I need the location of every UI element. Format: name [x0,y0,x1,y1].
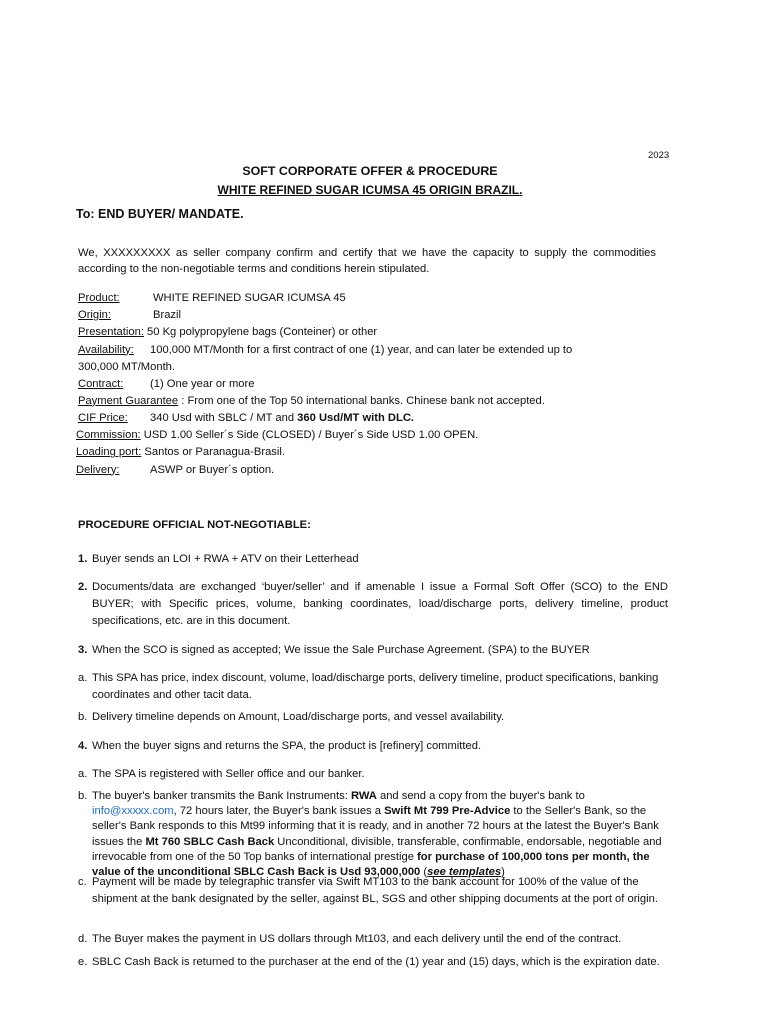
step-text: Documents/data are exchanged ‘buyer/seller’ and if amenable I issue a Formal Soft Offer (SCO) to the END BUYER; with Specific prices, volume, banking coordinates, load/discharge ports, delivery timeline, product specifications, etc. are in this document. [92,581,668,627]
email-link[interactable]: info@xxxxx.com [92,805,174,818]
term-value: WHITE REFINED SUGAR ICUMSA 45 [153,292,346,304]
procedure-step-4e [78,954,668,971]
step-text: SBLC Cash Back is returned to the purchaser at the end of the (1) year and (15) days, which is the expiration date. [92,956,660,968]
procedure-step-4d [78,931,668,948]
term-label: Origin: [78,309,111,322]
step-text: Buyer sends an LOI + RWA + ATV on their Letterhead [92,553,359,565]
term-value: (1) One year or more [150,377,255,390]
procedure-step-4a [78,766,668,783]
procedure-step-3 [78,642,668,659]
step-text [92,789,670,880]
term-loading-port [76,444,688,461]
templates-link[interactable]: see templates [427,866,502,879]
step-marker: b. [78,711,88,723]
step-text-part: , 72 hours later, the Buyer's bank issues a [173,805,385,818]
swift-term: Swift Mt 799 Pre-Advice [384,805,511,818]
procedure-step-3a [78,670,668,704]
step-text-part: ( [420,866,428,879]
term-value-bold: 360 Usd/MT with DLC. [297,411,415,424]
term-value: USD 1.00 Seller´s Side (CLOSED) / Buyer´s Side USD 1.00 OPEN. [143,429,479,442]
offer-terms [78,290,688,479]
term-origin [78,307,688,324]
procedure-step-4 [78,738,668,755]
step-text: Payment will be made by telegraphic transfer via Swift MT103 to the bank account for 100% of the value of the shipment at the bank designated by the seller, against BL, SGS and other shipping documents at the port of origin. [92,876,658,905]
procedure-heading: PROCEDURE OFFICIAL NOT-NEGOTIABLE: [78,519,311,531]
procedure-step-1 [78,551,668,568]
term-label: Loading port: [76,446,142,459]
step-marker: 4. [78,740,88,752]
term-value: ASWP or Buyer´s option. [150,463,275,476]
term-value: 100,000 MT/Month for a first contract of one (1) year, and can later be extended up to 300,000 MT/Month. [78,343,573,373]
term-availability [78,342,608,376]
term-value: 340 Usd with SBLC / MT and [150,411,298,424]
term-label: Delivery: [76,463,120,476]
step-text-part: to the Seller's Bank, so the seller's Bank responds to this Mt99 informing that it is ready, and in another 72 hours at the latest the Buyer's Bank issues the [92,805,659,848]
term-commission [76,427,688,444]
mt760-term: Mt 760 SBLC Cash Back [145,835,275,848]
step-text-part: ) [501,866,505,879]
step-marker: e. [78,956,88,968]
term-contract [78,376,688,393]
step-text-part: The buyer's banker transmits the Bank Instruments: [92,790,351,802]
term-value: Brazil [153,309,181,322]
term-value: 50 Kg polypropylene bags (Conteiner) or other [147,326,378,339]
term-presentation [78,324,688,341]
term-label: Payment Guarantee [78,394,179,407]
step-marker: d. [78,933,88,945]
document-subtitle: WHITE REFINED SUGAR ICUMSA 45 ORIGIN BRAZIL. [217,183,523,197]
step-text: This SPA has price, index discount, volume, load/discharge ports, delivery timeline, product specifications, banking coordinates and other tacit data. [92,672,659,701]
step-marker: a. [78,672,88,684]
step-marker: a. [78,768,88,780]
step-marker: c. [78,876,87,888]
term-label: Contract: [78,377,124,390]
procedure-step-2 [78,579,668,630]
term-cif-price [78,410,688,427]
intro-paragraph: We, XXXXXXXXX as seller company confirm and certify that we have the capacity to supply the commodities according to the non-negotiable terms and conditions herein stipulated. [78,247,656,275]
step-text: Delivery timeline depends on Amount, Load/discharge ports, and vessel availability. [92,711,505,723]
step-text: When the buyer signs and returns the SPA, the product is [refinery] committed. [92,740,482,752]
term-label: CIF Price: [78,411,128,424]
term-payment-guarantee [78,393,688,410]
term-value: Santos or Paranagua-Brasil. [144,446,285,459]
step-text-part: and send a copy from the buyer's bank to [376,790,585,802]
term-label: Availability: [78,343,134,356]
step-text: The SPA is registered with Seller office and our banker. [92,768,365,780]
step-text: The Buyer makes the payment in US dollars through Mt103, and each delivery until the end of the contract. [92,933,622,945]
rwa-term: RWA [350,790,377,802]
term-label: Product: [78,292,120,304]
step-text-part: Unconditional, divisible, transferable, confirmable, endorsable, negotiable and irrevocable from one of the 50 Top banks of international prestige [92,835,662,863]
document-title: SOFT CORPORATE OFFER & PROCEDURE [242,164,498,178]
procedure-step-4c [78,874,668,908]
term-delivery [76,462,688,479]
procedure-step-3b [78,709,668,726]
term-label: Commission: [76,429,141,442]
step-marker: 2. [78,581,88,593]
purchase-value-text: for purchase of 100,000 tons per month, the value of the unconditional SBLC Cash Back is Usd 93,000,000 [92,850,650,879]
step-marker: 1. [78,553,88,565]
recipient-line: To: END BUYER/ MANDATE. [76,207,244,221]
step-text: When the SCO is signed as accepted; We issue the Sale Purchase Agreement. (SPA) to the BUYER [92,644,590,656]
procedure-step-4b [78,789,670,880]
step-marker: b. [78,790,88,802]
document-year: 2023 [648,150,670,161]
term-label: Presentation: [78,326,144,339]
step-marker: 3. [78,644,88,656]
term-value: : From one of the Top 50 international banks. Chinese bank not accepted. [181,394,545,407]
term-product [78,290,688,307]
